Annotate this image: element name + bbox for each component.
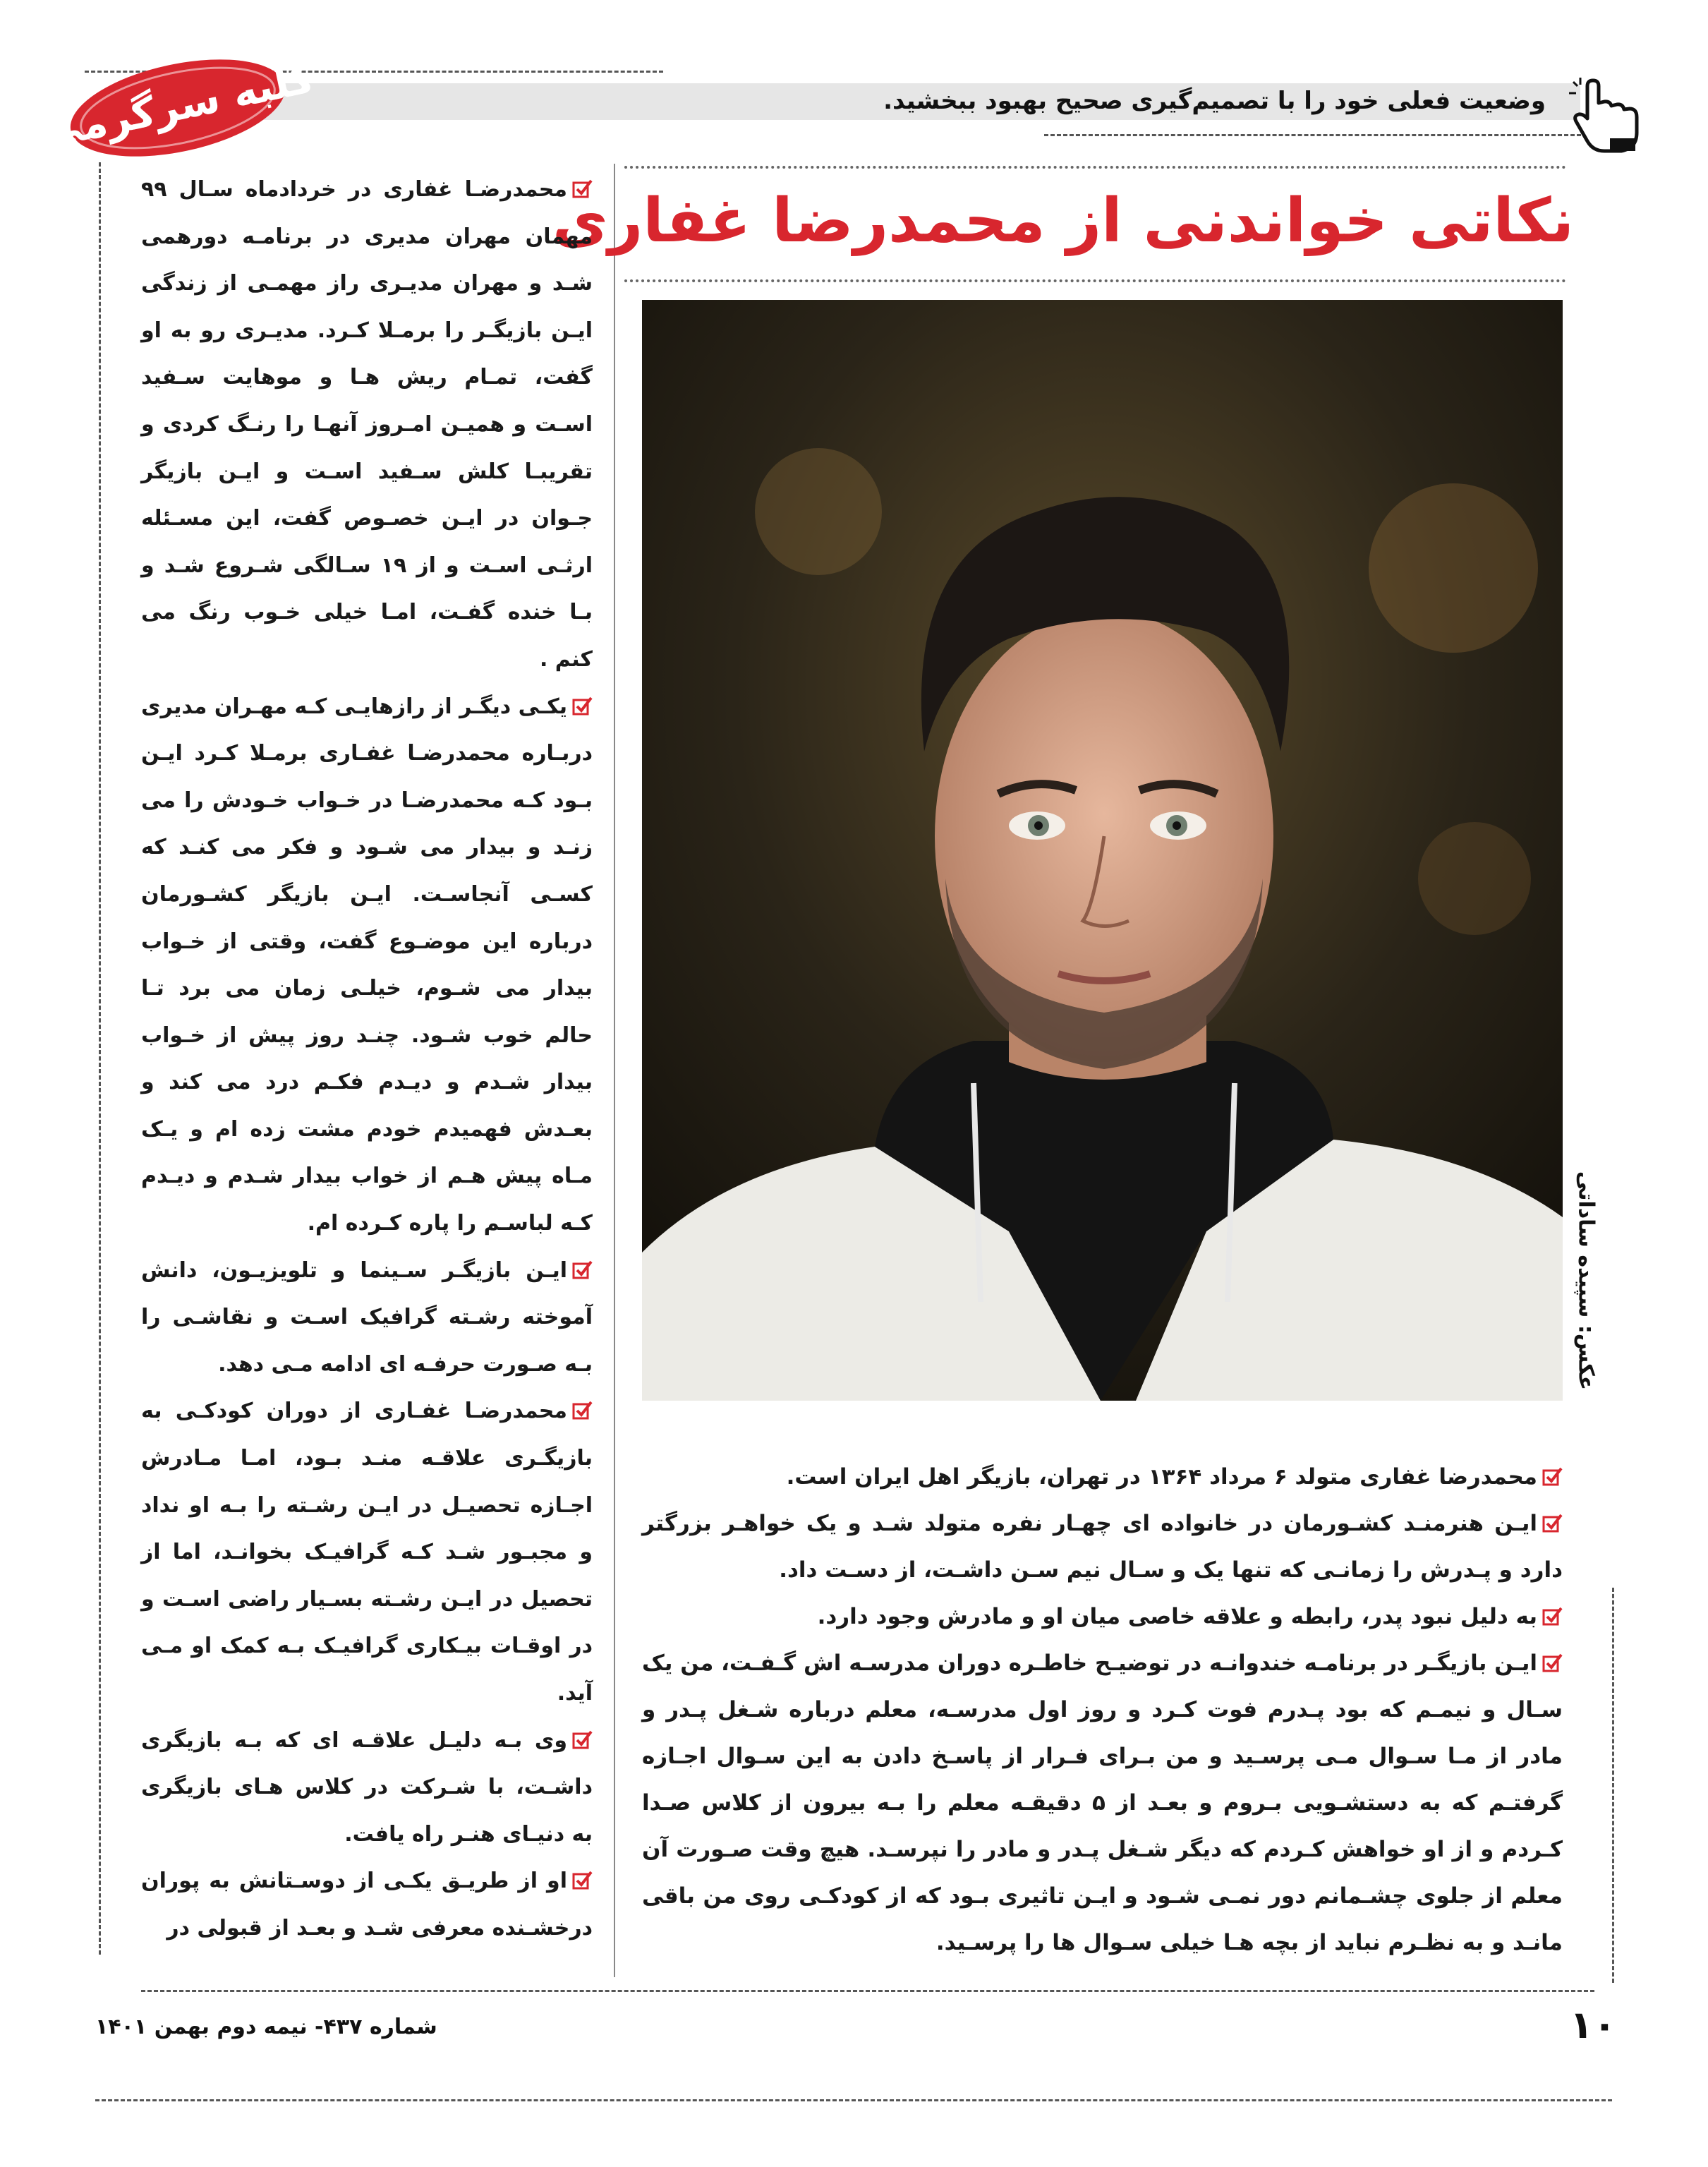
check-bullet-icon [573, 1260, 593, 1279]
header-tagline: وضعیت فعلی خود را با تصمیم‌گیری صحیح بهبود ببخشید. [883, 87, 1546, 115]
paragraph: ایـن بازیگـر سـینما و تلویزیـون، دانش آموخته رشـته گرافیک اسـت و نقاشـی را بـه صـورت حرفـه ای ادامه مـی دهد. [141, 1257, 593, 1377]
title-rule-top [624, 166, 1566, 169]
paragraph: ایـن بازیگـر در برنامـه خندوانـه در توضیـح خاطـره دوران مدرسـه اش گـفـت، من یک سـال و نیمـم که بود پـدرم فوت کـرد و روز اول مدرسـه، معلم درباره شـغل پـدر و مادر از مـا سـوال مـی پرسـید و من بـرای فـرار از پاسـخ دادن به این سـوال اجـازه گرفتـم که به دستشـویی بـروم و بعـد از ۵ دقیقـه معلم را بـه بیرون از کلاس صـدا کـردم و از او خواهش کـردم که دیگر شـغل پـدر و مادر را نپرسـد. هیچ وقت صـورت آن معلم از جلوی چشـمانم دور نمـی شـود و ایـن تاثیری بـود که از کودکـی روی من باقی مانـد و به نظـرم نباید از بچه هـا خیلی سـوال ها را پرسـید. [642, 1650, 1563, 1955]
page-number: ۱۰ [1570, 2003, 1616, 2047]
magazine-logo [36, 53, 319, 161]
check-bullet-icon [1543, 1467, 1563, 1485]
check-bullet-icon [573, 1871, 593, 1889]
check-bullet-icon [1543, 1514, 1563, 1532]
issue-info: شماره ۴۳۷- نیمه دوم بهمن ۱۴۰۱ [95, 2015, 437, 2039]
check-bullet-icon [1543, 1607, 1563, 1625]
check-bullet-icon [573, 696, 593, 715]
paragraph: یکـی دیگـر از رازهایـی کـه مهـران مدیری دربـاره محمدرضـا غفـاری برمـلا کـرد ایـن بـود کـه محمدرضـا در خـواب خـودش را می زنـد و بیدار می شـود و فکر می کنـد که کسـی آنجاسـت. ایـن بازیگر کشـورمان درباره این موضـوع گفت، وقتی از خـواب بیدار می شـوم، خیلـی زمان می برد تـا حالم خوب شـود. چنـد روز پیش از خـواب بیدار شـدم و دیـدم فکـم درد می کند و بعـدش فهمیدم خودم مشت زده ام و یـک مـاه پیش هـم از خواب بیدار شـدم و دیـدم کـه لباسـم را پاره کـرده ام. [141, 694, 593, 1236]
title-rule-bottom [624, 279, 1566, 282]
column-divider [614, 164, 615, 1977]
bottom-column-text [642, 1454, 1563, 1966]
paragraph: ایـن هنرمنـد کشـورمان در خانواده ای چهـار نفره متولد شـد و یک خواهـر بزرگتر دارد و پـدرش را زمانـی که تنها یک و سـال نیم سـن داشـت، از دسـت داد. [642, 1511, 1563, 1583]
svg-text:کلبه سرگرمی: کلبه سرگرمی [36, 53, 319, 159]
paragraph: محمدرضـا غفاری در خردادماه سـال ۹۹ مهمان مهران مدیری در برنامـه دورهمی شـد و مهران مدیـری راز مهمـی از زندگی ایـن بازیگـر را برمـلا کـرد. مدیـری رو به او گفت، تمـام ریش هـا و موهایت سـفید اسـت و همیـن امـروز آنهـا را رنـگ کردی و تقریبـا کلش سـفید اسـت و ایـن بازیگر جـوان در ایـن خصـوص گفت، این مسـئله ارثـی اسـت و از ۱۹ سـالگی شـروع شـد و بـا خنده گفـت، امـا خیلی خـوب رنگ می کنم . [141, 177, 593, 672]
check-bullet-icon [573, 1730, 593, 1749]
right-margin-dashes [1612, 1588, 1614, 1983]
check-bullet-icon [573, 179, 593, 198]
header-underline [1044, 134, 1587, 136]
footer-rule [141, 1990, 1594, 1992]
portrait-photo [642, 300, 1563, 1401]
bottom-dashed-border [95, 2099, 1612, 2101]
article-title: نکاتی خواندنی از محمدرضا غفاری [552, 186, 1574, 256]
left-margin-dashes [99, 162, 101, 1955]
paragraph: محمدرضـا غفـاری از دوران کودکـی به بازیگـری علاقـه منـد بـود، امـا مـادرش اجـازه تحصیـل در ایـن رشـته را بـه او نداد و مجبـور شـد کـه گرافیـک بخوانـد، اما از تحصیل در ایـن رشـته بسـیار راضی اسـت و در اوقـات بیـکاری گرافیـک بـه کمک او مـی آید. [141, 1399, 593, 1706]
check-bullet-icon [1543, 1653, 1563, 1672]
paragraph: به دلیل نبود پدر، رابطه و علاقه خاصی میان او و مادرش وجود دارد. [642, 1593, 1563, 1640]
pointing-hand-icon [1568, 78, 1652, 155]
paragraph: محمدرضا غفاری متولد ۶ مرداد ۱۳۶۴ در تهران، بازیگر اهل ایران است. [642, 1454, 1563, 1500]
paragraph: او از طریـق یکـی از دوسـتانش به پوران درخشـنده معرفی شـد و بعـد از قبولی در [141, 1869, 593, 1940]
left-column-text [141, 167, 593, 1952]
photo-credit: عکس: سپیده ساداتی [1573, 1171, 1599, 1391]
paragraph: وی بـه دلیـل علاقـه ای که بـه بازیگری داشـت، با شـرکت در کلاس هـای بازیگری به دنیـای هنـر راه یافت. [141, 1727, 593, 1847]
check-bullet-icon [573, 1401, 593, 1419]
